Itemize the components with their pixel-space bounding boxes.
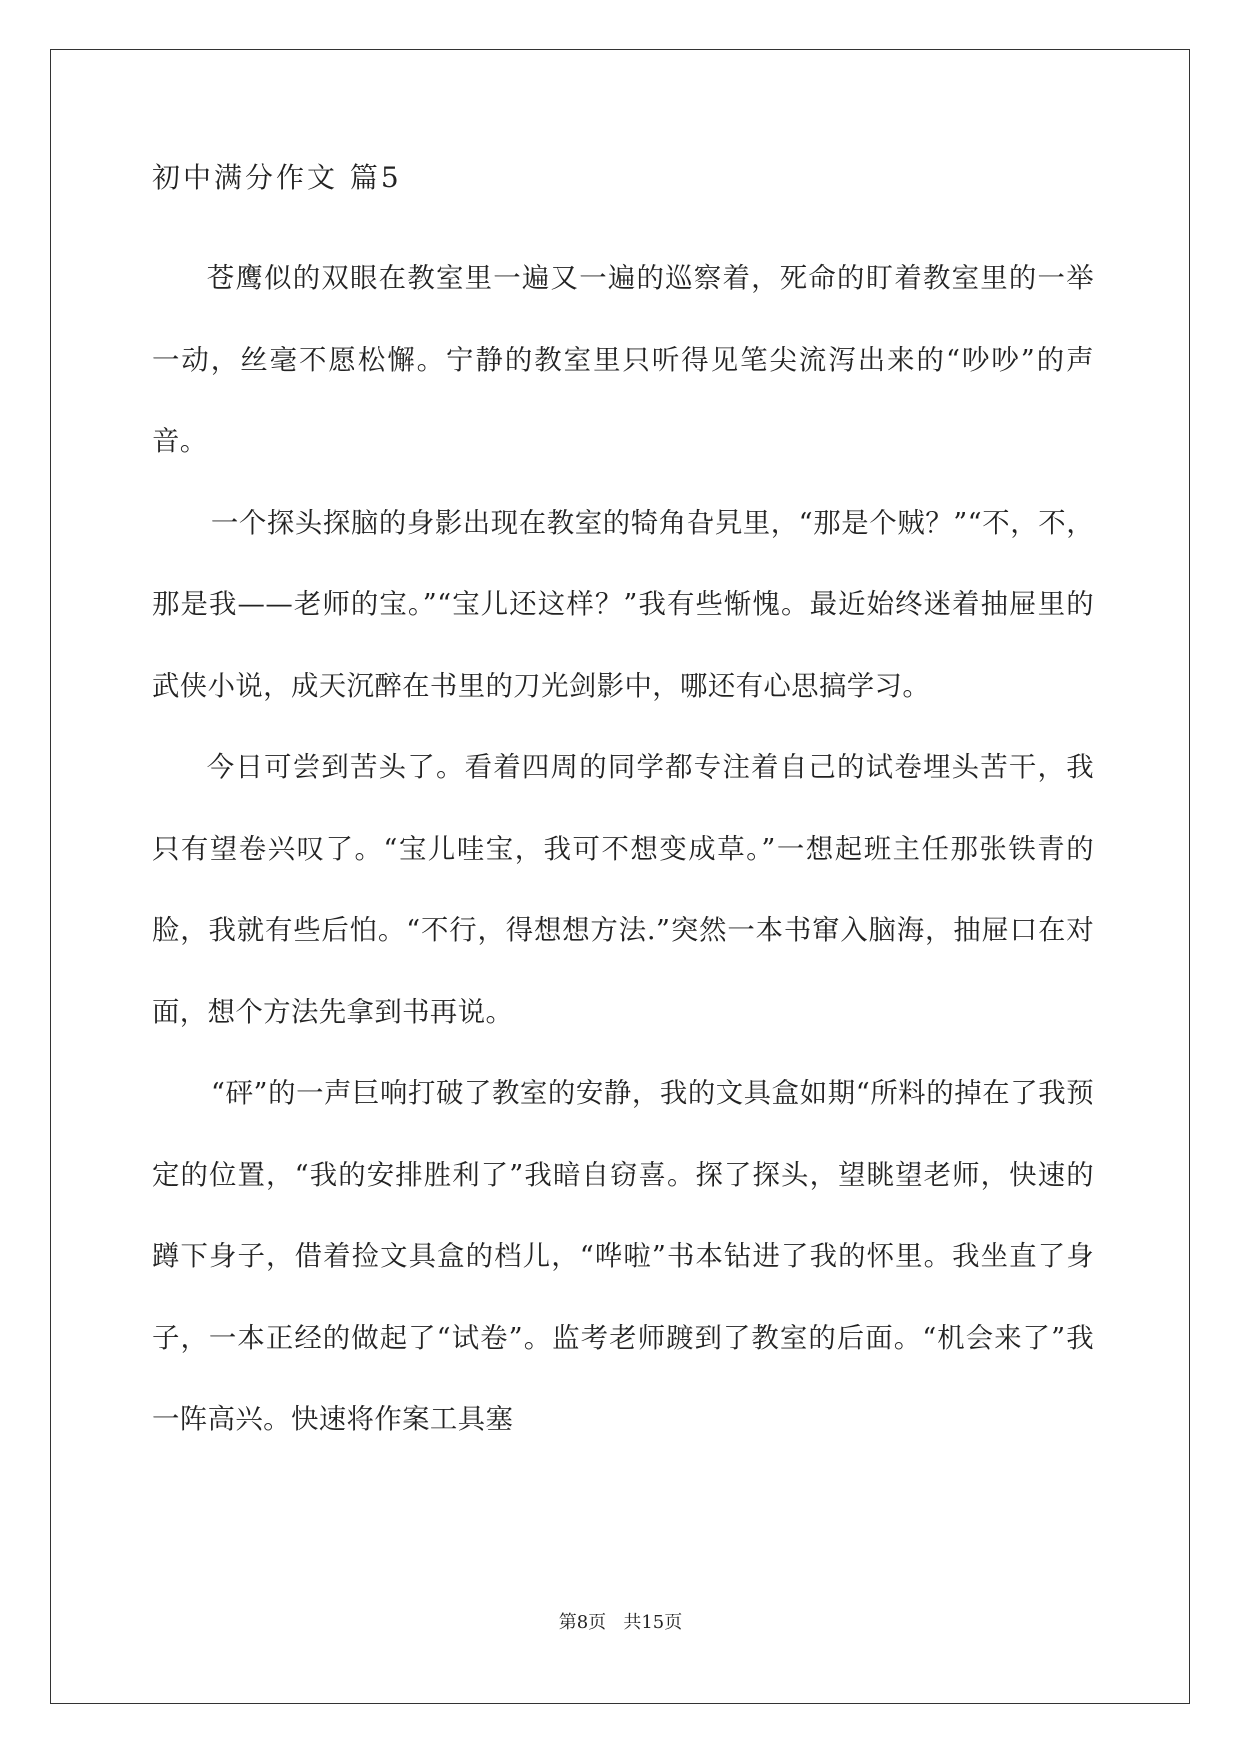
paragraph-4: “砰”的一声巨响打破了教室的安静，我的文具盒如期“所料的掉在了我预定的位置，“我的安排胜利了”我暗自窃喜。探了探头，望眺望老师，快速的蹲下身子，借着捡文具盒的档儿，“哗啦”书本钻进了我的怀里。我坐直了身子，一本正经的做起了“试卷”。监考老师踱到了教室的后面。“机会来了”我一阵高兴。快速将作案工具塞 xyxy=(152,1078,1094,1435)
paragraph-1: 苍鹰似的双眼在教室里一遍又一遍的巡察着，死命的盯着教室里的一举一动，丝毫不愿松懈。宁静的教室里只听得见笔尖流泻出来的“吵吵”的声音。 xyxy=(152,263,1094,457)
paragraph-2: 一个探头探脑的身影出现在教室的犄角旮旯里，“那是个贼？”“不，不，那是我——老师的宝。”“宝儿还这样？”我有些惭愧。最近始终迷着抽屉里的武侠小说，成天沉醉在书里的刀光剑影中，哪还有心思搞学习。 xyxy=(152,507,1094,702)
paragraph-3: 今日可尝到苦头了。看着四周的同学都专注着自己的试卷埋头苦干，我只有望卷兴叹了。“宝儿哇宝，我可不想变成草。”一想起班主任那张铁青的脸，我就有些后怕。“不行，得想想方法.”突然一本书窜入脑海，抽屉口在对面，想个方法先拿到书再说。 xyxy=(152,752,1094,1028)
document-body xyxy=(152,160,1094,1461)
essay-title: 初中满分作文 篇5 xyxy=(152,161,402,194)
page-number-footer: 第8页 共15页 xyxy=(558,1612,683,1633)
